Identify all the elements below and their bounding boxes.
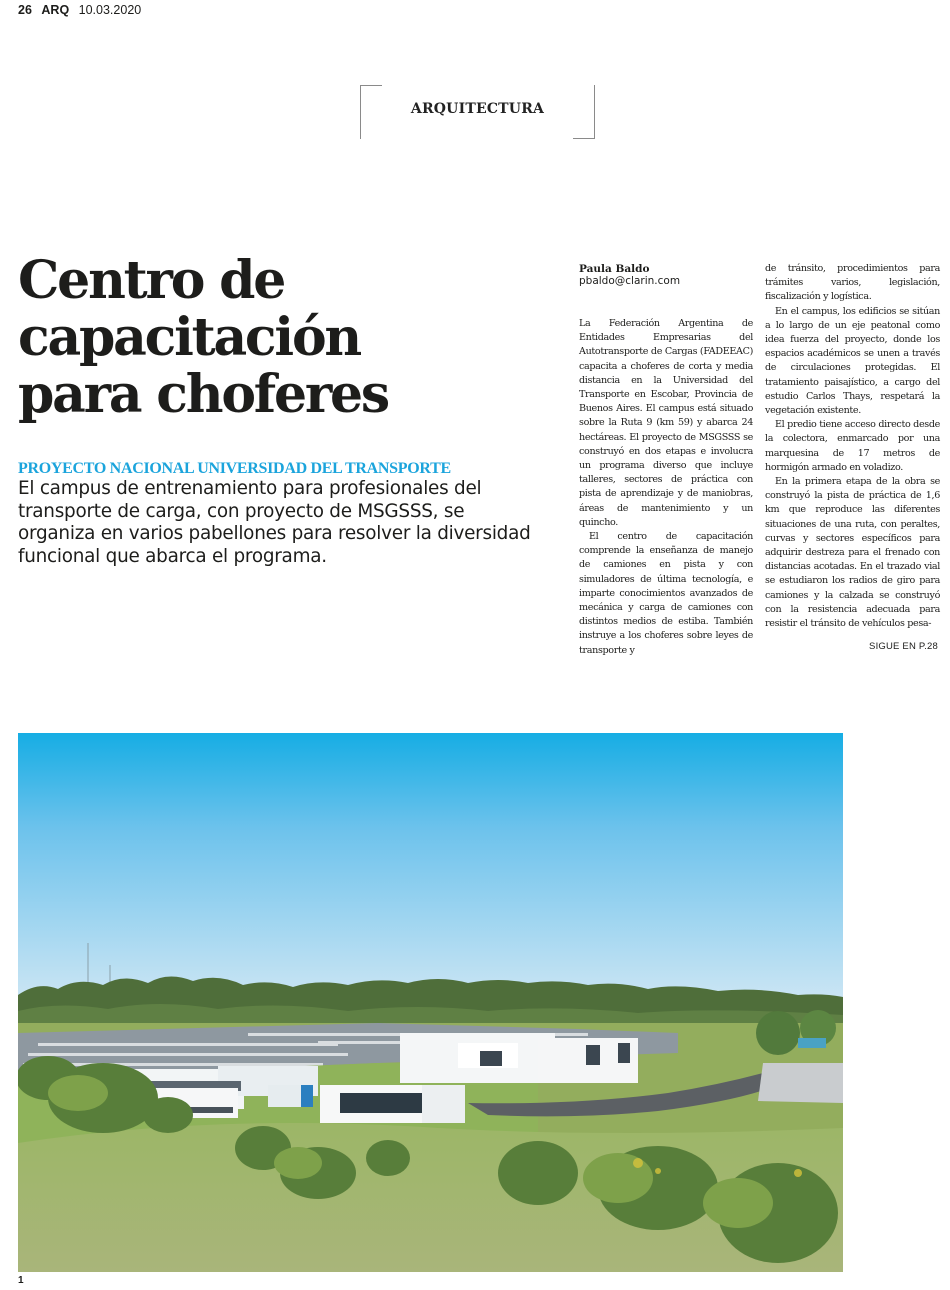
body-column-1: [579, 317, 753, 658]
body-paragraph: En el campus, los edificios se sitúan a lo largo de un eje peatonal como idea fuerza del proyecto, donde los espacios académicos se unen a través de circulaciones protegidas. El tratamiento paisajístico, a cargo del estudio Carlos Thays, respetará la vegetación existente.: [765, 305, 940, 417]
headline-line: Centro de: [18, 250, 285, 311]
kicker: PROYECTO NACIONAL UNIVERSIDAD DEL TRANSPORTE: [18, 460, 451, 477]
byline-email[interactable]: pbaldo@clarin.com: [579, 275, 681, 287]
headline: [18, 252, 538, 423]
campus-aerial-photo: [18, 733, 843, 1272]
body-paragraph: de tránsito, procedimientos para trámites varios, legislación, fiscalización y logística.: [765, 263, 940, 303]
deck-subheading: El campus de entrenamiento para profesionales del transporte de carga, con proyecto de MSGSSS, se organiza en varios pabellones para resolver la diversidad funcional que abarca el programa.: [18, 478, 531, 567]
body-paragraph: En la primera etapa de la obra se construyó la pista de práctica de 1,6 km que reproduce las diferentes situaciones de una ruta, con peraltes, curvas y sectores específicos para adquirir destreza para el frenado con distancias acotadas. En el trazado vial se estudiaron los radios de giro para camiones y la calzada se construyó con la resistencia adecuada para resistir el tránsito de vehículos pesa-: [765, 476, 940, 630]
photo-number: 1: [18, 1275, 24, 1286]
body-paragraph: La Federación Argentina de Entidades Empresarias del Autotransporte de Cargas (FADEEAC) capacita a choferes de corta y media distancia en la Universidad del Transporte en Escobar, Provincia de Buenos Aires. El campus está situado sobre la Ruta 9 (km 59) y abarca 24 hectáreas. El proyecto de MSGSSS se construyó en dos etapas e involucra un programa diverso que incluye talleres, sectores de práctica con pista de aprendizaje y de maniobras, áreas de mantenimiento y un quincho.: [579, 318, 753, 528]
continues-on-page: SIGUE EN P.28: [869, 641, 938, 652]
issue-date: 10.03.2020: [78, 3, 142, 17]
headline-line: para choferes: [18, 364, 389, 425]
byline-author: Paula Baldo: [579, 263, 650, 275]
body-column-2: [765, 262, 940, 631]
section-label: ARQUITECTURA: [410, 101, 545, 117]
section-label-box: [360, 85, 595, 139]
photo-illustration: [18, 733, 843, 1272]
byline: [579, 263, 680, 287]
page-number: 26: [18, 3, 32, 17]
headline-line: capacitación: [18, 307, 361, 368]
body-paragraph: El centro de capacitación comprende la enseñanza de manejo de camiones en pista y con simuladores de última tecnología, e imparte conocimientos avanzados de mecánica y carga de camiones con distintos medios de estiba. También instruye a los choferes sobre leyes de transporte y: [579, 531, 753, 656]
page-folio: [18, 3, 141, 17]
body-paragraph: El predio tiene acceso directo desde la colectora, enmarcado por una marquesina de 17 metros de hormigón armado en voladizo.: [765, 419, 940, 473]
section-short: ARQ: [41, 3, 70, 17]
